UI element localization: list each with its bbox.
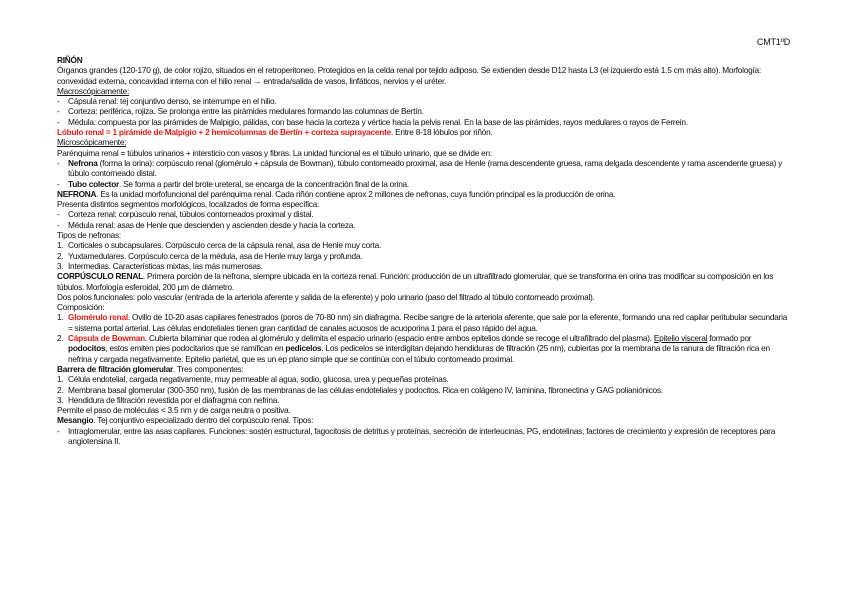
bowman-term: Cápsula de Bowman — [68, 333, 145, 344]
list-item-text: Intraglomerular, entre las asas capilares. Funciones: sostén estructural, fagocitosis de detritus y proteínas, secreción de interleucinas, PG, endotelinas, factores de crecimiento y expresión de receptores para angiotensina II. — [68, 425, 776, 446]
nefrona-paragraph — [57, 189, 792, 199]
epitelio-visceral-term: Epitelio visceral — [653, 333, 708, 344]
list-item-text: Yuxtamedulares. Corpúsculo cerca de la médula, asa de Henle muy larga y profunda. — [68, 250, 363, 261]
mesangio-desc: . Tej conjuntivo especializado dentro del corpúsculo renal. Tipos: — [93, 415, 314, 426]
bowman-desc-4: . Los pedicelos se interdigitan dejando hendiduras de filtración (25 nm), cubiertas por la membrana de la ranura de filtración rica en nefrina y cargada negativamente. Epitelio parietal, que es un ep plano simple que se continúa con el túbulo contorneado proximal. — [68, 343, 770, 364]
list-item-text: Célula endotelial, cargada negativamente, muy permeable al agua, sodio, glucosa, urea y pequeñas proteínas. — [68, 374, 449, 385]
permits-paragraph: Permite el paso de moléculas < 3.5 nm y de carga neutra o positiva. — [57, 405, 291, 416]
list-item-text — [68, 179, 792, 189]
number-marker: 1. — [57, 312, 64, 323]
bullet-marker: - — [57, 425, 60, 436]
micro-intro: Parénquima renal = túbulos urinarios + intersticio con vasos y fibras. La unidad funcional es el túbulo urinario, que se divide en: — [57, 147, 492, 158]
section-title: RIÑÓN — [57, 55, 83, 65]
number-marker: 3. — [57, 394, 64, 405]
barrera-term: Barrera de filtración glomerular — [57, 363, 174, 374]
list-item — [57, 158, 792, 179]
pedicelos-term: pedicelos — [285, 343, 322, 354]
list-item-text: Cápsula renal: tej conjuntivo denso, se interrumpe en el hilio. — [68, 96, 277, 107]
list-item — [57, 106, 792, 116]
list-item-text: Intermedias. Características mixtas, las más numerosas. — [68, 260, 263, 271]
list-item-text — [68, 333, 792, 364]
corpusculo-paragraph — [57, 271, 792, 292]
types-heading: Tipos de nefronas: — [57, 230, 121, 241]
bullet-marker: - — [57, 106, 60, 117]
bullet-marker: - — [57, 178, 60, 189]
bullet-marker: - — [57, 116, 60, 127]
corpusculo-term: CORPÚSCULO RENAL — [57, 271, 143, 282]
glomerulo-desc: . Ovillo de 10-20 asas capilares fenestrados (poros de 70-80 nm) sin diafragma. Recibe sangre de la arteriola aferente, que sale por la eferente, formando una red capilar peritubular secundaria = sistema portal arterial. Las células endoteliales tienen gran cantidad de canales acuosos de acuoporina 1 para el paso rápido del agua. — [68, 312, 788, 333]
lobule-rest: . Entre 8-18 lóbulos por riñón. — [390, 127, 493, 138]
list-item-text: Corteza: periférica, rojiza. Se prolonga entre las pirámides medulares formando las columnas de Bertín. — [68, 106, 424, 117]
bowman-desc-1: . Cubierta bilaminar que rodea al glomérulo y delimita el espacio urinario (espacio entre ambos epitelios donde se recoge el ultrafiltrado del plasma). — [144, 333, 654, 344]
list-item — [57, 179, 792, 189]
list-item — [57, 385, 792, 395]
term-nefrona: Nefrona — [68, 157, 98, 168]
barrera-paragraph — [57, 364, 792, 374]
list-item — [57, 240, 792, 250]
nefrona-desc: . Es la unidad morfofuncional del parénquima renal. Cada riñón contiene aprox 2 millones de nefronas, cuya función principal es la producción de orina. — [96, 188, 616, 199]
course-code: CMT1ºD — [756, 37, 790, 47]
list-item-text: Médula renal: asas de Henle que descienden y ascienden desde y hacia la corteza. — [68, 219, 356, 230]
podocitos-term: podocitos — [68, 343, 106, 354]
list-item — [57, 312, 792, 333]
bullet-marker: - — [57, 219, 60, 230]
mesangio-paragraph — [57, 415, 792, 425]
corpusculo-desc: . Primera porción de la nefrona, siempre ubicada en la corteza renal. Función: producción de un ultrafiltrado glomerular, que se transforma en orina tras modificar su composición en los túbulos. Morfología esferoidal, 200 µm de diámetro. — [57, 271, 774, 292]
list-item — [57, 251, 792, 261]
lobule-highlight: Lóbulo renal = 1 pirámide de Malpigio + 2 hemicolumnas de Bertín + corteza suprayacente — [57, 127, 391, 138]
document-body — [57, 55, 792, 446]
barrera-desc: . Tres componentes: — [173, 363, 244, 374]
list-item — [57, 333, 792, 364]
term-nefrona-desc: (forma la orina): corpúsculo renal (glomérulo + cápsula de Bowman), túbulo contorneado proximal, asa de Henle (rama descendente gruesa, rama delgada descendente y rama ascendente gruesa) y túbulo contorneado distal. — [68, 157, 783, 179]
list-item-text — [68, 312, 792, 333]
number-marker: 2. — [57, 250, 64, 261]
bullet-marker: - — [57, 157, 60, 168]
list-item — [57, 220, 792, 230]
term-tubo-colector: Tubo colector — [68, 178, 119, 189]
glomerulo-term: Glomérulo renal — [68, 312, 128, 323]
number-marker: 1. — [57, 374, 64, 385]
bowman-desc-2: formado por — [707, 333, 752, 344]
term-tubo-colector-desc: . Se forma a partir del brote ureteral, se encarga de la concentración final de la orina. — [119, 178, 409, 189]
list-item-text: Corticales o subcapsulares. Corpúsculo cerca de la cápsula renal, asa de Henle muy corta. — [68, 240, 382, 251]
bullet-marker: - — [57, 209, 60, 220]
list-item-text: Corteza renal: corpúsculo renal, túbulos contorneados proximal y distal. — [68, 209, 314, 220]
list-item-text — [68, 158, 792, 179]
list-item-text: Membrana basal glomerular (300-350 nm), fusión de las membranas de las células endoteliales y podocitos. Rica en colágeno IV, laminina, fibronectina y GAG polianiónicos. — [68, 384, 663, 395]
list-item — [57, 395, 792, 405]
list-item-text: Hendidura de filtración revestida por el diafragma con nefrina. — [68, 394, 280, 405]
lobule-line — [57, 127, 792, 137]
intro-paragraph: Órganos grandes (120-170 g), de color rojizo, situados en el retroperitoneo. Protegidos en la celda renal por tejido adiposo. Se extienden desde D12 hasta L3 (el izquierdo está 1.5 cm más alto). Morfología: convexidad externa, concavidad interna con el hilio renal → entrada/salida de vasos, linfáticos, nervios y el uréter. — [57, 65, 761, 86]
nefrona-term: NEFRONA — [57, 188, 97, 199]
list-item — [57, 117, 792, 127]
mesangio-term: Mesangio — [57, 415, 94, 426]
list-item-text: Médula: compuesta por las pirámides de Malpigio, pálidas, con base hacia la corteza y vértice hacia la pelvis renal. En la base de las pirámides, rayos medulares o rayos de Ferrein. — [68, 116, 688, 127]
list-item — [57, 374, 792, 384]
number-marker: 1. — [57, 240, 64, 251]
segments-intro: Presenta distintos segmentos morfológicos, localizados de forma específica: — [57, 199, 320, 210]
bullet-marker: - — [57, 96, 60, 107]
bowman-desc-3: , estos emiten pies podocitarios que se ramifican en — [105, 343, 286, 354]
macro-heading: Macroscópicamente: — [57, 85, 130, 96]
list-item — [57, 209, 792, 219]
number-marker: 2. — [57, 384, 64, 395]
list-item — [57, 96, 792, 106]
micro-heading: Microscópicamente: — [57, 137, 127, 148]
list-item — [57, 261, 792, 271]
number-marker: 3. — [57, 260, 64, 271]
number-marker: 2. — [57, 333, 64, 344]
composition-heading: Composición: — [57, 302, 105, 313]
list-item — [57, 426, 792, 447]
poles-paragraph: Dos polos funcionales: polo vascular (entrada de la arteriola aferente y salida de la eferente) y polo urinario (paso del filtrado al túbulo contorneado proximal). — [57, 291, 595, 302]
